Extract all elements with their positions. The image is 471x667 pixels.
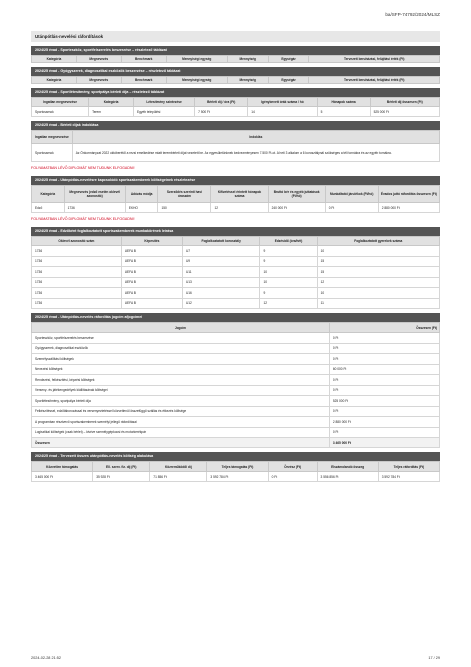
section-header: 2024/25 évad - Edzőként foglalkoztatott sportszakemberek munkakörének leírása xyxy=(31,227,440,236)
table-row xyxy=(32,107,440,117)
direct-support: 3 465 000 Ft xyxy=(32,472,93,482)
cost-amount: 0 Ft xyxy=(329,406,439,417)
column-header: Szerződés szerinti havi óraszám xyxy=(158,186,211,203)
cost-title: Verseny- és játékengedélyek kiállításának költségei xyxy=(32,385,330,396)
column-header: Mennyiségi egység xyxy=(166,77,227,84)
table-header-row xyxy=(32,131,440,144)
section-coach-roles xyxy=(31,227,440,309)
table-row xyxy=(32,144,440,162)
table-row xyxy=(32,343,440,354)
column-header: Évados juttó ráfordítás összesen (Ft) xyxy=(378,186,439,203)
table-row xyxy=(32,203,440,213)
amount-to-settle: 3 556 856 Ft xyxy=(317,472,378,482)
training-hours: 10 xyxy=(260,267,317,278)
column-header: Mennyiségi egység xyxy=(166,56,227,63)
column-header: Kifizetéssel érintett hónapok száma xyxy=(211,186,268,203)
cost-amount: 0 Ft xyxy=(329,343,439,354)
employer-contributions: 0 Ft xyxy=(325,203,378,213)
section-rent-justification xyxy=(31,121,440,162)
table-row xyxy=(32,267,440,278)
table-header-row xyxy=(32,98,440,107)
column-header: Kategória xyxy=(89,98,134,107)
equipment-table xyxy=(31,55,440,63)
control-fee: 35 928 Ft xyxy=(93,472,150,482)
table-row xyxy=(32,288,440,299)
staff-costs-table xyxy=(31,185,440,213)
hours-per-month: 14 xyxy=(248,107,317,117)
planned-totals-table xyxy=(31,461,440,482)
months-count: 12 xyxy=(211,203,268,213)
cost-amount: 525 000 Ft xyxy=(329,396,439,407)
qualification: UEFA B xyxy=(121,277,182,288)
table-row xyxy=(32,375,440,386)
facility-category: Terem xyxy=(89,107,134,117)
gross-salary: 240 000 Ft xyxy=(268,203,325,213)
section-sport-equipment xyxy=(31,46,440,63)
table-row xyxy=(32,472,440,482)
column-header: Mennyiség xyxy=(227,77,268,84)
training-hours: 9 xyxy=(260,246,317,257)
column-header: Ingatlan megnevezése xyxy=(32,131,73,144)
table-row xyxy=(32,427,440,438)
training-hours: 9 xyxy=(260,288,317,299)
table-header-row xyxy=(32,56,440,63)
column-header: Bérleti díj / óra (Ft) xyxy=(195,98,248,107)
table-row xyxy=(32,364,440,375)
facility-level: Egyéb települési xyxy=(133,107,194,117)
children-count: 15 xyxy=(317,256,439,267)
section-medicines xyxy=(31,67,440,84)
cost-title: A programban résztvevő sportszakemberek személyi jellegű ráfordításai xyxy=(32,417,330,428)
column-header: Edzésidő (óra/hét) xyxy=(260,237,317,246)
cost-amount: 0 Ft xyxy=(329,375,439,386)
column-header: Egységár xyxy=(268,77,309,84)
section-header: 2024/25 évad - Utánpótlás-nevelés ráfordítás jogcím afjogcímei xyxy=(31,313,440,322)
column-header: Kategória xyxy=(32,56,77,63)
cost-title: Sportlétesítmény, sportpálya bérleti díja xyxy=(32,396,330,407)
qualification: UEFA B xyxy=(121,288,182,299)
total-label: Összesen xyxy=(32,438,330,448)
total-expenditure: 3 592 784 Ft xyxy=(378,472,439,482)
table-row xyxy=(32,298,440,309)
age-group: U11 xyxy=(182,267,260,278)
column-header: Bruttó bér és egyéb juttatások (Ft/hó) xyxy=(268,186,325,203)
page-title: Utánpótlás-nevelési ráfordítások xyxy=(31,31,440,42)
column-header: Megnevezés xyxy=(76,56,121,63)
age-group: U16 xyxy=(182,288,260,299)
qualification: UEFA B xyxy=(121,267,182,278)
column-header: Tervezett beruházási, felújítási érték (Ft) xyxy=(309,77,440,84)
children-count: 10 xyxy=(317,288,439,299)
table-header-row xyxy=(32,77,440,84)
qualification: UEFA B xyxy=(121,256,182,267)
table-header-row xyxy=(32,186,440,203)
training-hours: 9 xyxy=(260,256,317,267)
cost-amount: 0 Ft xyxy=(329,354,439,365)
age-group: U13 xyxy=(182,277,260,288)
cost-title: Rendezési, felkészítési, képzési költségek xyxy=(32,375,330,386)
tax-mode: EKHO xyxy=(125,203,158,213)
diploma-id: 1736 xyxy=(32,267,122,278)
column-header: Megnevezés (edző esetén oklevél azonosító) xyxy=(64,186,125,203)
facility-rent-table xyxy=(31,97,440,117)
section-header: 2024/25 évad - Utánpótlás-nevelésre kapcsolódó sportszakemberek költségeinek részletezése xyxy=(31,176,440,185)
training-hours: 10 xyxy=(260,277,317,288)
column-header: Munkáltatói járulékok (Ft/hó) xyxy=(325,186,378,203)
rent-justification-table xyxy=(31,130,440,162)
column-header: Igénybevett órák száma / hó xyxy=(248,98,317,107)
table-row xyxy=(32,354,440,365)
rent-total: 525 000 Ft xyxy=(370,107,439,117)
section-header: 2024/25 évad - Tervezett összes utánpótlás-nevelés költség alakulása xyxy=(31,452,440,461)
contributor-fee: 71 856 Ft xyxy=(150,472,207,482)
section-header: 2024/25 évad - Sporteszköz, sportfelszerelés beszerzése – részletező táblázat xyxy=(31,46,440,55)
facility-name: Sportcsarnok xyxy=(32,144,73,162)
column-header: Benchmark xyxy=(121,56,166,63)
own-contribution: 0 Ft xyxy=(268,472,317,482)
qualification: UEFA B xyxy=(121,246,182,257)
section-planned-totals xyxy=(31,452,440,482)
column-header: Közvetlen támogatás xyxy=(32,462,93,472)
document-reference: ba/SFP-74792/2024/MLSZ xyxy=(385,12,440,17)
cost-amount: 0 Ft xyxy=(329,427,439,438)
column-header: Megnevezés xyxy=(76,77,121,84)
column-header: Teljes támogatás (Ft) xyxy=(207,462,268,472)
column-header: Mennyiség xyxy=(227,56,268,63)
coach-roles-table xyxy=(31,236,440,309)
table-row xyxy=(32,406,440,417)
footer-page-number: 17 / 29 xyxy=(428,656,440,660)
table-row xyxy=(32,333,440,344)
facility-name: Sportcsarnok xyxy=(32,107,89,117)
cost-title: Sporteszköz, sportfelszerelés beszerzése xyxy=(32,333,330,344)
total-amount: 3 465 000 Ft xyxy=(329,438,439,448)
children-count: 10 xyxy=(317,246,439,257)
table-row xyxy=(32,417,440,428)
children-count: 15 xyxy=(317,267,439,278)
diploma-id: 1736 xyxy=(32,298,122,309)
cost-title: Személyszállítási költségek xyxy=(32,354,330,365)
column-header: Bérleti díj összesen (Ft) xyxy=(370,98,439,107)
column-header: Benchmark xyxy=(121,77,166,84)
column-header: Létesítmény szintezése xyxy=(133,98,194,107)
total-row xyxy=(32,438,440,448)
section-header: 2024/25 évad - Gyógyszerek, diagnosztikai eszközök beszerzése – részletező táblázat xyxy=(31,67,440,76)
training-hours: 12 xyxy=(260,298,317,309)
annual-total: 2 880 000 Ft xyxy=(378,203,439,213)
age-group: U9 xyxy=(182,256,260,267)
months-count: 5 xyxy=(317,107,370,117)
cost-categories-table xyxy=(31,322,440,448)
section-staff-costs xyxy=(31,176,440,213)
section-facility-rent xyxy=(31,88,440,117)
diploma-id: 1736 xyxy=(32,288,122,299)
footer-timestamp: 2024-02-28 21:52 xyxy=(31,656,61,660)
cost-title: Gyógyszerek, diagnosztikai eszközök xyxy=(32,343,330,354)
children-count: 12 xyxy=(317,277,439,288)
column-header: Hónapok száma xyxy=(317,98,370,107)
cost-title: Felkészítéssel, edzőtáborozással és versenyeztetéssel közvetlenül összefüggő szállás és étkezés költsége xyxy=(32,406,330,417)
table-row xyxy=(32,396,440,407)
column-header: Képesítés xyxy=(121,237,182,246)
cost-amount: 60 000 Ft xyxy=(329,364,439,375)
age-group: U7 xyxy=(182,246,260,257)
diploma-id: 1736 xyxy=(64,203,125,213)
cost-amount: 2 880 000 Ft xyxy=(329,417,439,428)
column-header: Önrész (Ft) xyxy=(268,462,317,472)
diploma-id: 1736 xyxy=(32,246,122,257)
column-header: Kategória xyxy=(32,186,65,203)
column-header: Közreműködői díj xyxy=(150,462,207,472)
table-row xyxy=(32,385,440,396)
staff-category: Edző xyxy=(32,203,65,213)
diploma-id: 1736 xyxy=(32,256,122,267)
table-header-row xyxy=(32,462,440,472)
age-group: U12 xyxy=(182,298,260,309)
table-row xyxy=(32,277,440,288)
section-cost-categories xyxy=(31,313,440,448)
monthly-hours: 150 xyxy=(158,203,211,213)
cost-amount: 0 Ft xyxy=(329,333,439,344)
diploma-id: 1736 xyxy=(32,277,122,288)
cost-title: Logisztikai költségek (csak bérlet) – kivéve személygépkocsi és motorkerékpár xyxy=(32,427,330,438)
children-count: 11 xyxy=(317,298,439,309)
table-header-row xyxy=(32,323,440,333)
total-support: 3 592 784 Ft xyxy=(207,472,268,482)
diploma-warning: FOLYAMATBAN LÉVŐ DIPLOMÁT NEM TUDUNK ELFOGADNI! xyxy=(31,166,135,170)
table-header-row xyxy=(32,237,440,246)
section-header: 2024/25 évad - Sportlétesítmény, sportpálya bérleti díja – részletező táblázat xyxy=(31,88,440,97)
cost-title: Nevezési költségek xyxy=(32,364,330,375)
qualification: UEFA B xyxy=(121,298,182,309)
section-header: 2024/25 évad - Bérleti díjak indoklása xyxy=(31,121,440,130)
medicines-table xyxy=(31,76,440,84)
column-header: Elszámolandó összeg xyxy=(317,462,378,472)
cost-amount: 0 Ft xyxy=(329,385,439,396)
justification-text: Az Önkormányzat 2022 októberétől a rezsi emelkedése miatt terembérleti díjat vezetett be. Az egyesületünknek kedvezményesen 7.500 Ft-ot. A heti 3 alkalom a 6 korosztálynál szükséges a téli tornákra és az egyéb tornákra. xyxy=(72,144,439,162)
column-header: Tervezett beruházási, felújítási érték (Ft) xyxy=(309,56,440,63)
column-header: Kategória xyxy=(32,77,77,84)
column-header: Foglalkoztatott gyerekek száma xyxy=(317,237,439,246)
column-header: Foglalkoztatott korosztály xyxy=(182,237,260,246)
table-row xyxy=(32,246,440,257)
page-content xyxy=(31,31,440,486)
column-header: Oklevél azonosító szám xyxy=(32,237,122,246)
hourly-rent: 7 500 Ft xyxy=(195,107,248,117)
column-header: Ingatlan megnevezése xyxy=(32,98,89,107)
column-header: Összesen (Ft) xyxy=(329,323,439,333)
diploma-warning: FOLYAMATBAN LÉVŐ DIPLOMÁT NEM TUDUNK ELFOGADNI! xyxy=(31,217,135,221)
column-header: Egységár xyxy=(268,56,309,63)
column-header: Teljes ráfordítás (Ft) xyxy=(378,462,439,472)
column-header: Jogcím xyxy=(32,323,330,333)
table-row xyxy=(32,256,440,267)
column-header: Ell. szerv. fiz. díj (Ft) xyxy=(93,462,150,472)
column-header: Indoklás xyxy=(72,131,439,144)
column-header: Adózás módja xyxy=(125,186,158,203)
